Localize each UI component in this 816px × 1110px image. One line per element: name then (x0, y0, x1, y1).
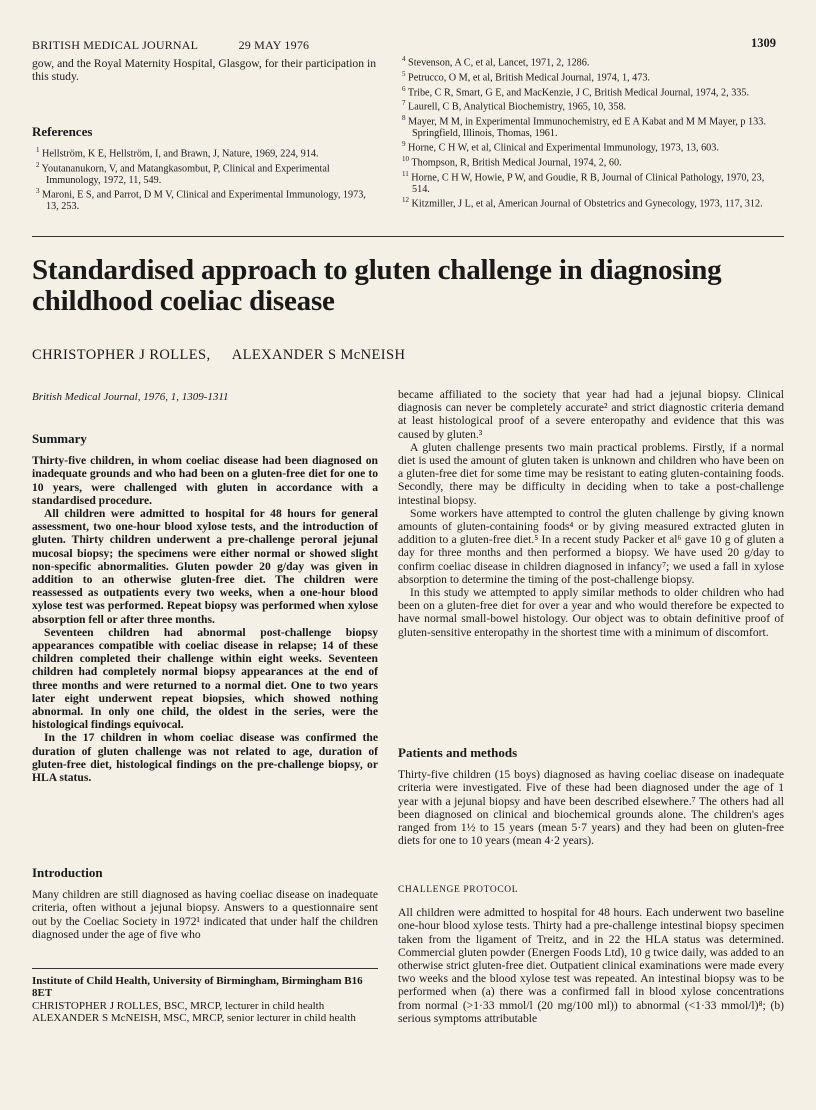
reference-item: $^2$ Youtananukorn, V, and Matangkasombut, P, Clinical and Experimental Immunology, 1972, 11, 549. (36, 160, 330, 186)
references-right (398, 54, 784, 210)
reference-item: $^5$ Petrucco, O M, et al, British Medical Journal, 1974, 1, 473. (402, 69, 650, 84)
right-column (398, 388, 784, 639)
affiliation-block (32, 968, 378, 1025)
reference-item: $^{10}$ Thompson, R, British Medical Journal, 1974, 2, 60. (402, 155, 622, 169)
author-1: CHRISTOPHER J ROLLES, (32, 347, 211, 363)
affiliation-author-2: ALEXANDER S McNEISH, MSC, MRCP, senior lecturer in child health (32, 1012, 356, 1025)
references-section (32, 124, 92, 140)
reference-item: $^4$ Stevenson, A C, et al, Lancet, 1971, 2, 1286. (402, 55, 590, 69)
summary-block (32, 454, 378, 784)
protocol-text: All children were admitted to hospital for 48 hours. Each underwent two baseline one-hour blood xylose tests. Thirty had a pre-challenge intestinal biopsy specimen taken from the ligament of Treitz, and in 22 the HLA status was determined. Commercial gluten powder (Energen Foods Ltd), 10 g twice daily, was added to an otherwise strict gluten-free diet. Outpatient clinical examinations were made every two weeks and the blood xylose test was repeated. An intestinal biopsy was to be performed when (a) there was a confirmed fall in blood xylose concentrations from normal (>1·33 mmol/l (20 mg/100 ml)) to abnormal (<1·33 mmol/l)⁸; (b) serious symptoms attributable (398, 906, 784, 1025)
methods-heading: Patients and methods (398, 745, 518, 760)
reference-item: $^{12}$ Kitzmiller, J L, et al, American Journal of Obstetrics and Gynecology, 1973, 117, 312. (402, 196, 763, 210)
reference-item: $^6$ Tribe, C R, Smart, G E, and MacKenzie, J C, British Medical Journal, 1974, 2, 335. (402, 84, 750, 98)
body-paragraph: Some workers have attempted to control the gluten challenge by giving known amounts of gluten-containing foods⁴ or by giving measured extracted gluten in addition to a gluten-free diet.⁵ In a recent study Packer et al⁶ gave 10 g of gluten a day for three months and then performed a biopsy. We have used 20 g/day to confirm coeliac disease in children diagnosed in infancy⁷; we used a fall in xylose absorption to determine the timing of the post-challenge biopsy. (398, 506, 784, 586)
body-paragraph: became affiliated to the society that year had had a jejunal biopsy. Clinical diagnosis can never be completely accurate² and strict diagnostic criteria demand at least histological proof of a severe enteropathy and evidence that this was caused by gluten.³ (398, 388, 784, 441)
methods-text: Thirty-five children (15 boys) diagnosed as having coeliac disease on inadequate criteria were investigated. Five of these had been diagnosed under the age of 1 year with a jejunal biopsy and have been described elsewhere.⁷ The others had all been diagnosed on clinical and biochemical grounds alone. The children's ages ranged from 1½ to 15 years (mean 5·7 years) and they had been on gluten-free diets for one to 10 years (mean 4·2 years). (398, 768, 784, 848)
summary-paragraph: All children were admitted to hospital for 48 hours for general assessment, two one-hour blood xylose tests, and the introduction of gluten. Thirty children underwent a pre-challenge peroral jejunal mucosal biopsy; the specimens were either normal or showed slight non-specific abnormalities. Gluten powder 20 g/day was given in addition to an otherwise gluten-free diet. The children were reassessed as outpatients every two weeks, when a one-hour blood xylose test was performed. Repeat biopsy was performed when xylose absorption fell or after three months. (32, 507, 378, 626)
body-paragraph: In this study we attempted to apply similar methods to older children who had been on a gluten-free diet for over a year and who would therefore be expected to have normal small-bowel histology. Our object was to obtain definitive proof of gluten-sensitive enteropathy in the shortest time with a minimum of discomfort. (398, 586, 784, 639)
references-heading: References (32, 124, 93, 139)
citation-line: British Medical Journal, 1976, 1, 1309-1311 (32, 391, 229, 403)
protocol-heading: CHALLENGE PROTOCOL (398, 885, 519, 895)
journal-name: BRITISH MEDICAL JOURNAL (32, 38, 199, 52)
reference-item: $^9$ Horne, C H W, et al, Clinical and Experimental Immunology, 1973, 13, 603. (402, 140, 719, 154)
references-left (32, 145, 378, 212)
article-divider (32, 236, 784, 237)
author-line (32, 347, 423, 364)
acknowledgement-tail: gow, and the Royal Maternity Hospital, Glasgow, for their participation in this study. (32, 57, 376, 84)
body-paragraph: A gluten challenge presents two main practical problems. Firstly, if a normal diet is used the amount of gluten taken is unknown and children who have been on a gluten-free diet for some time may be resistant to eating gluten-containing foods. Secondly, there may be difficulty in deciding when to take a post-challenge intestinal biopsy. (398, 440, 784, 507)
affiliation-institute: Institute of Child Health, University of Birmingham, Birmingham B16 8ET (32, 975, 363, 1000)
author-2: ALEXANDER S McNEISH (231, 347, 406, 363)
reference-item: $^1$ Hellström, K E, Hellström, I, and Brawn, J, Nature, 1969, 224, 914. (36, 146, 319, 160)
reference-item: $^3$ Maroni, E S, and Parrot, D M V, Clinical and Experimental Immunology, 1973, 13, 253. (36, 187, 366, 212)
issue-date: 29 MAY 1976 (238, 38, 310, 52)
reference-item: $^8$ Mayer, M M, in Experimental Immunochemistry, ed E A Kabat and M M Mayer, p 133. Springfield, Illinois, Thomas, 1961. (402, 114, 766, 139)
reference-item: $^{11}$ Horne, C H W, Howie, P W, and Goudie, R B, Journal of Clinical Pathology, 1970, 23, 514. (402, 169, 765, 195)
introduction-text: Many children are still diagnosed as having coeliac disease on inadequate criteria, often without a jejunal biopsy. Answers to a questionnaire sent out by the Coeliac Society in 1972¹ indicated that under half the children diagnosed under the age of five who (32, 888, 378, 941)
article-title: Standardised approach to gluten challenge in diagnosing childhood coeliac disease (32, 254, 722, 317)
methods-section (398, 746, 784, 847)
affiliation-rule (32, 968, 378, 969)
protocol-section (398, 884, 784, 1025)
summary-heading: Summary (32, 431, 87, 446)
page-number: 1309 (751, 36, 776, 50)
left-column (32, 432, 378, 784)
summary-paragraph: Seventeen children had abnormal post-challenge biopsy appearances compatible with coeliac disease in relapse; 14 of these children completed their challenge within eight weeks. Seventeen children had completely normal biopsy appearances at the end of three months and were returned to a normal diet. One to two years later eight underwent repeat biopsies, which showed nothing abnormal. In only one child, the oldest in the series, were the histological findings equivocal. (32, 625, 378, 732)
summary-paragraph: Thirty-five children, in whom coeliac disease had been diagnosed on inadequate grounds and who had been on a gluten-free diet for one to 10 years, were challenged with gluten in accordance with a standardised procedure. (32, 454, 378, 507)
summary-paragraph: In the 17 children in whom coeliac disease was confirmed the duration of gluten challenge was not related to age, duration of gluten-free diet, histological findings on the pre-challenge biopsy, or HLA status. (32, 731, 378, 785)
running-header (32, 38, 309, 53)
introduction-section (32, 866, 378, 941)
reference-item: $^7$ Laurell, C B, Analytical Biochemistry, 1965, 10, 358. (402, 99, 627, 113)
affiliation-author-1: CHRISTOPHER J ROLLES, BSC, MRCP, lecturer in child health (32, 999, 325, 1012)
introduction-heading: Introduction (32, 865, 103, 880)
